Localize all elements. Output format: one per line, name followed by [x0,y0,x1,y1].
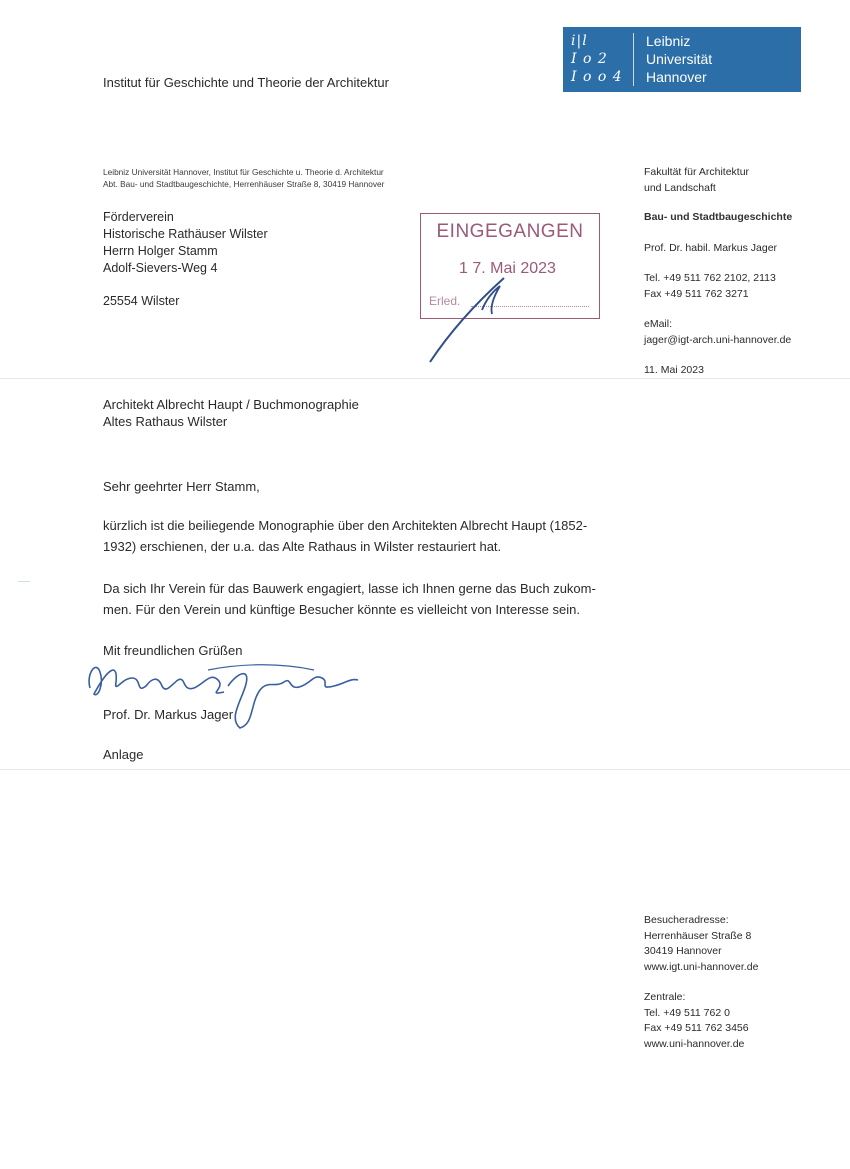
university-logo [563,27,801,92]
sender-phone [644,271,776,302]
recipient-address [103,209,268,277]
letter-subject: Architekt Albrecht Haupt / Buchmonographie Altes Rathaus Wilster [103,397,359,429]
fold-line [0,378,850,379]
stamp-erled: Erled. [429,294,461,308]
fold-line [0,769,850,770]
signer-name: Prof. Dr. Markus Jager [103,707,234,722]
closing: Mit freundlichen Grüßen [103,643,243,658]
letter-date: 11. Mai 2023 [644,364,704,376]
visitor-label: Besucheradresse: [644,914,729,926]
recipient-line: Adolf-Sievers-Weg 4 [103,261,218,275]
enclosure: Anlage [103,747,144,762]
visitor-address: Besucheradresse: Herrenhäuser Straße 8 30419 Hannover www.igt.uni-hannover.de [644,914,759,973]
institute-title: Institut für Geschichte und Theorie der Architektur [103,75,389,90]
body-paragraph-1: kürzlich ist die beiliegende Monographie über den Architekten Albrecht Haupt (1852- 1932) erschienen, der u.a. das Alte Rathaus in Wilster restauriert hat. [103,518,588,554]
sender-person: Prof. Dr. habil. Markus Jager [644,242,778,254]
recipient-city: 25554 Wilster [103,294,180,308]
central-contact: Zentrale: Tel. +49 511 762 0 Fax +49 511 762 3456 www.uni-hannover.de [644,991,749,1050]
body-paragraph-2: Da sich Ihr Verein für das Bauwerk engagiert, lasse ich Ihnen gerne das Buch zukom- men. Für den Verein und künftige Besucher könnte es vielleicht von Interesse sein. [103,581,596,617]
recipient-line: Förderverein [103,210,174,224]
sender-tel: Tel. +49 511 762 2102, 2113 [644,272,776,284]
stamp-title: EINGEGANGEN [436,221,584,242]
return-address: Leibniz Universität Hannover, Institut für Geschichte u. Theorie d. Architektur Abt. Bau- und Stadtbaugeschichte, Herrenhäuser Straße 8, 30419 Hannover [103,167,385,189]
logo-wordmark: Leibniz Universität Hannover [646,33,713,85]
sender-fax: Fax +49 511 762 3271 [644,287,749,300]
stamp-pen-mark [420,270,510,370]
sender-faculty: Fakultät für Architektur und Landschaft [644,166,750,194]
recipient-line: Historische Rathäuser Wilster [103,227,268,241]
email-label: eMail: [644,318,673,330]
stamp-date: 1 7. Mai 2023 [459,260,556,277]
central-label: Zentrale: [644,991,686,1003]
salutation: Sehr geehrter Herr Stamm, [103,479,260,494]
logo-divider [633,33,634,86]
sender-department: Bau- und Stadtbaugeschichte [644,211,793,223]
logo-mark: i|l I o 2 I o o 4 [571,33,623,85]
email-value: jager@igt-arch.uni-hannover.de [644,333,792,346]
sender-email [644,317,791,348]
recipient-line: Herrn Holger Stamm [103,244,218,258]
